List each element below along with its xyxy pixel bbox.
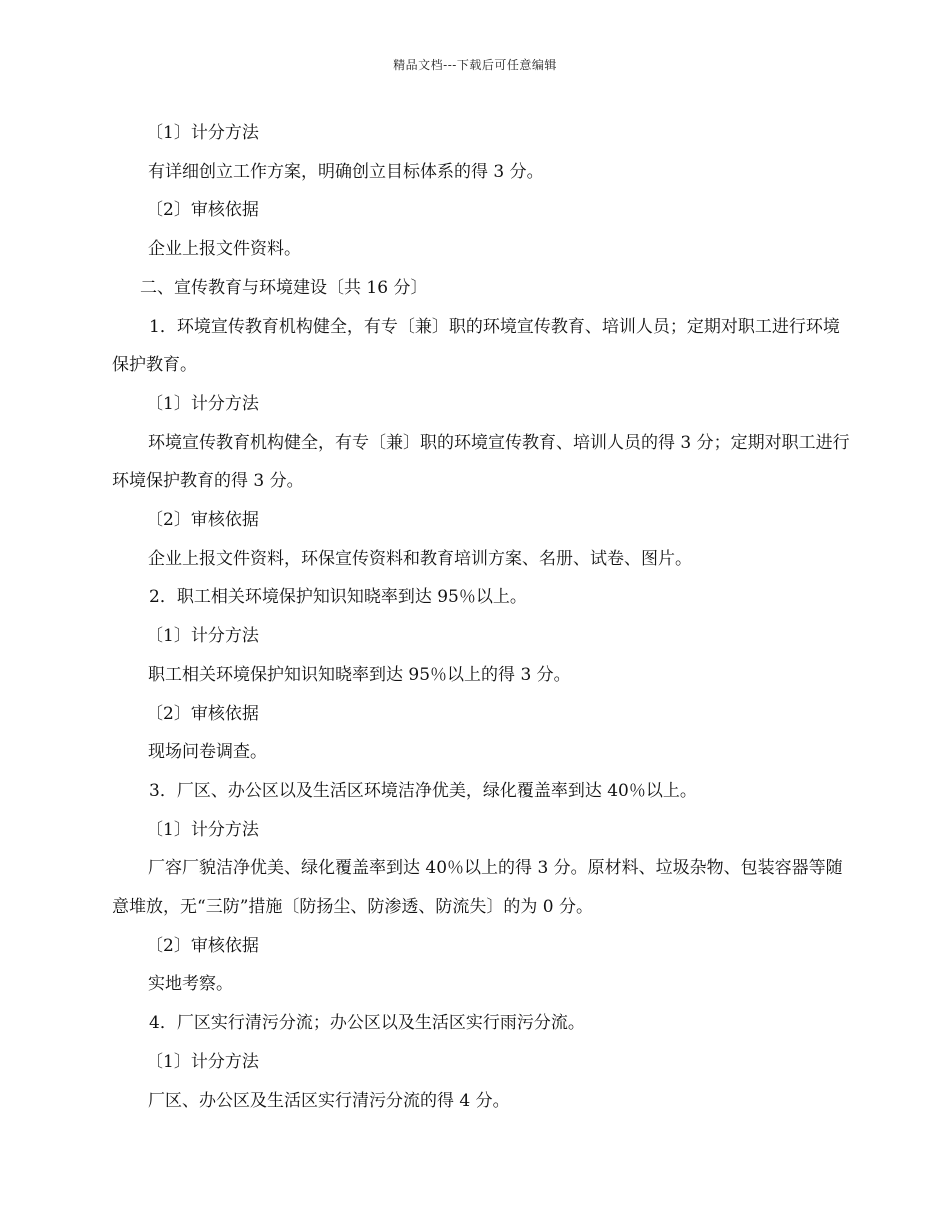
body-paragraph: 企业上报文件资料。 [148, 239, 301, 260]
section-heading: 二、宣传教育与环境建设〔共 16 分〕 [140, 277, 428, 298]
sub-heading: 〔1〕计分方法 [146, 626, 259, 647]
body-paragraph: 厂容厂貌洁净优美、绿化覆盖率到达 40％以上的得 3 分。原材料、垃圾杂物、包装容器等随意堆放，无“三防”措施〔防扬尘、防渗透、防流失〕的为 0 分。 [112, 858, 843, 918]
sub-heading: 〔2〕审核依据 [146, 510, 259, 531]
item-paragraph: 2．职工相关环境保护知识知晓率到达 95％以上。 [149, 587, 527, 608]
item-paragraph: 1．环境宣传教育机构健全，有专〔兼〕职的环境宣传教育、培训人员；定期对职工进行环境保护教育。 [112, 316, 840, 376]
body-paragraph: 实地考察。 [148, 974, 233, 995]
document-body [112, 114, 852, 1120]
sub-heading: 〔1〕计分方法 [146, 819, 259, 840]
item-paragraph: 3．厂区、办公区以及生活区环境洁净优美，绿化覆盖率到达 40％以上。 [149, 780, 697, 801]
sub-heading: 〔1〕计分方法 [146, 123, 259, 143]
body-paragraph: 现场问卷调查。 [148, 742, 267, 763]
sub-heading: 〔1〕计分方法 [146, 393, 259, 414]
body-paragraph: 企业上报文件资料，环保宣传资料和教育培训方案、名册、试卷、图片。 [148, 548, 692, 569]
sub-heading: 〔2〕审核依据 [146, 200, 259, 221]
sub-heading: 〔2〕审核依据 [146, 935, 259, 956]
page-header: 精品文档---下载后可任意编辑 [393, 58, 557, 72]
body-paragraph: 环境宣传教育机构健全，有专〔兼〕职的环境宣传教育、培训人员的得 3 分；定期对职工进行环境保护教育的得 3 分。 [112, 432, 850, 492]
item-paragraph: 4．厂区实行清污分流；办公区以及生活区实行雨污分流。 [149, 1013, 585, 1034]
body-paragraph: 有详细创立工作方案，明确创立目标体系的得 3 分。 [148, 161, 544, 182]
body-paragraph: 厂区、办公区及生活区实行清污分流的得 4 分。 [148, 1090, 510, 1111]
sub-heading: 〔1〕计分方法 [146, 1051, 259, 1072]
sub-heading: 〔2〕审核依据 [146, 703, 259, 724]
body-paragraph: 职工相关环境保护知识知晓率到达 95％以上的得 3 分。 [148, 664, 571, 685]
